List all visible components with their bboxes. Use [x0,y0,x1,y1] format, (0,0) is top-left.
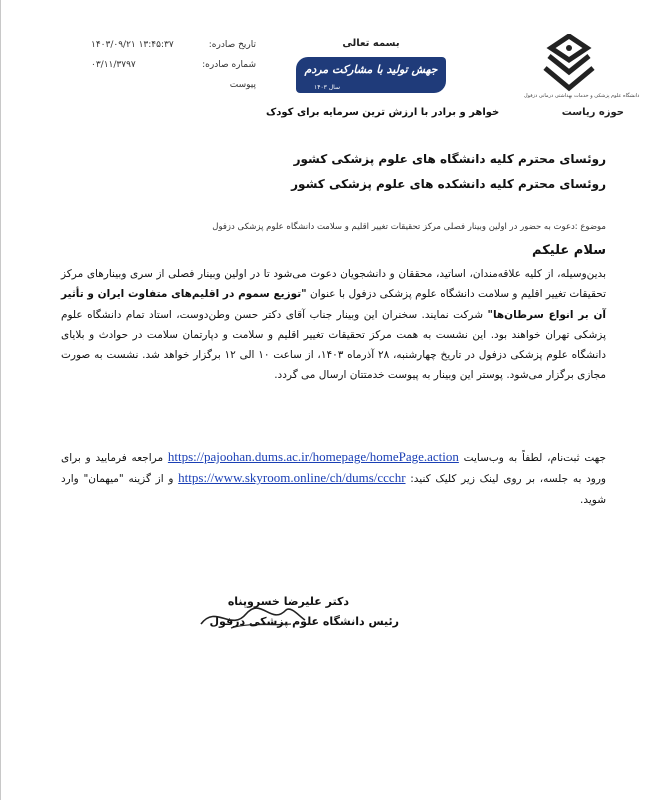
attachment-label: پیوست [229,80,256,90]
registration-text: مراجعه فرمایید و برای ورود به جلسه، بر روی لینک زیر کلیک کنید: [61,452,606,486]
webinar-room-link[interactable]: https://www.skyroom.online/ch/dums/ccchr [178,470,406,486]
registration-site-link[interactable]: https://pajoohan.dums.ac.ir/homepage/homePage.action [167,449,459,464]
basmala: بسمه تعالی [342,38,400,49]
handwritten-signature [191,596,311,636]
number-label: شماره صادره: [202,60,256,70]
greeting: سلام علیکم [532,243,606,258]
body-text: بدین‌وسیله، از کلیه علاقه‌مندان، اساتید، محققان و دانشجویان دعوت می‌شود تا در اولین وبینار فصلی از سری وبینارهای مرکز تحقیقات تغییر اقلیم و سلامت دانشگاه علوم پزشکی دزفول با عنوان [61,268,606,301]
number-value: ۰۳/۱۱/۳۷۹۷ [91,60,136,70]
number-row [91,60,256,80]
banner-text: جهش تولید با مشارکت مردم [304,63,438,76]
banner-year: سال ۱۴۰۳ [314,84,341,91]
registration-text: و از گزینه "میهمان" وارد شوید. [61,473,606,506]
recipient-line: روئسای محترم کلیه دانشگاه های علوم پزشکی کشور [293,152,606,166]
body-text: شرکت نمایند. سخنران این وبینار جناب آقای دکتر حسن وطن‌دوست، استاد تمام دانشگاه علوم پزشکی تهران خواهند بود. این نشست به همت مرکز تحقیقات تغییر اقلیم و سلامت و دپارتمان سلامت در حوادث و بلایای دانشگاه علوم پزشکی دزفول در تاریخ چهارشنبه، ۲۸ آذرماه ۱۴۰۳، از ساعت ۱۰ الی ۱۲ برگزار خواهد شد. نشست به صورت مجازی برگزار می‌شود. پوستر این وبینار به پیوست خدمتتان ارسال می گردد. [61,308,607,382]
emblem-icon [539,34,599,92]
registration-paragraph [61,447,606,510]
office-label: حوزه ریاست [561,107,624,118]
date-value: ۱۴۰۳/۰۹/۲۱ ۱۳:۴۵:۳۷ [91,40,174,50]
webinar-title: "توزیع سموم در اقلیم‌های متفاوت ایران و تأثیر آن بر انواع سرطان‌ها" [61,288,607,321]
subject-line: موضوع :دعوت به حضور در اولین وبینار فصلی مرکز تحقیقات تغییر اقلیم و سلامت دانشگاه علوم پزشکی دزفول [212,222,606,232]
signer-name: دکتر علیرضا خسروپناه [227,595,349,608]
recipient-line: روئسای محترم کلیه دانشکده های علوم پزشکی کشور [291,177,606,191]
letter-meta [91,40,256,100]
org-caption: دانشگاه علوم پزشکی و خدمات بهداشتی درمانی دزفول [524,93,640,99]
date-label: تاریخ صادره: [208,40,256,50]
date-row [91,40,256,60]
university-logo [524,34,640,99]
slogan-banner [296,57,446,93]
body-paragraph [61,264,606,386]
signer-title: رئیس دانشگاه علوم پزشکی دزفول [209,615,399,628]
letterhead-center [271,38,471,93]
registration-text: جهت ثبت‌نام، لطفاً به وب‌سایت [458,452,606,464]
family-slogan: خواهر و برادر با ارزش ترین سرمایه برای کودک [266,107,500,118]
attachment-row [91,80,256,100]
